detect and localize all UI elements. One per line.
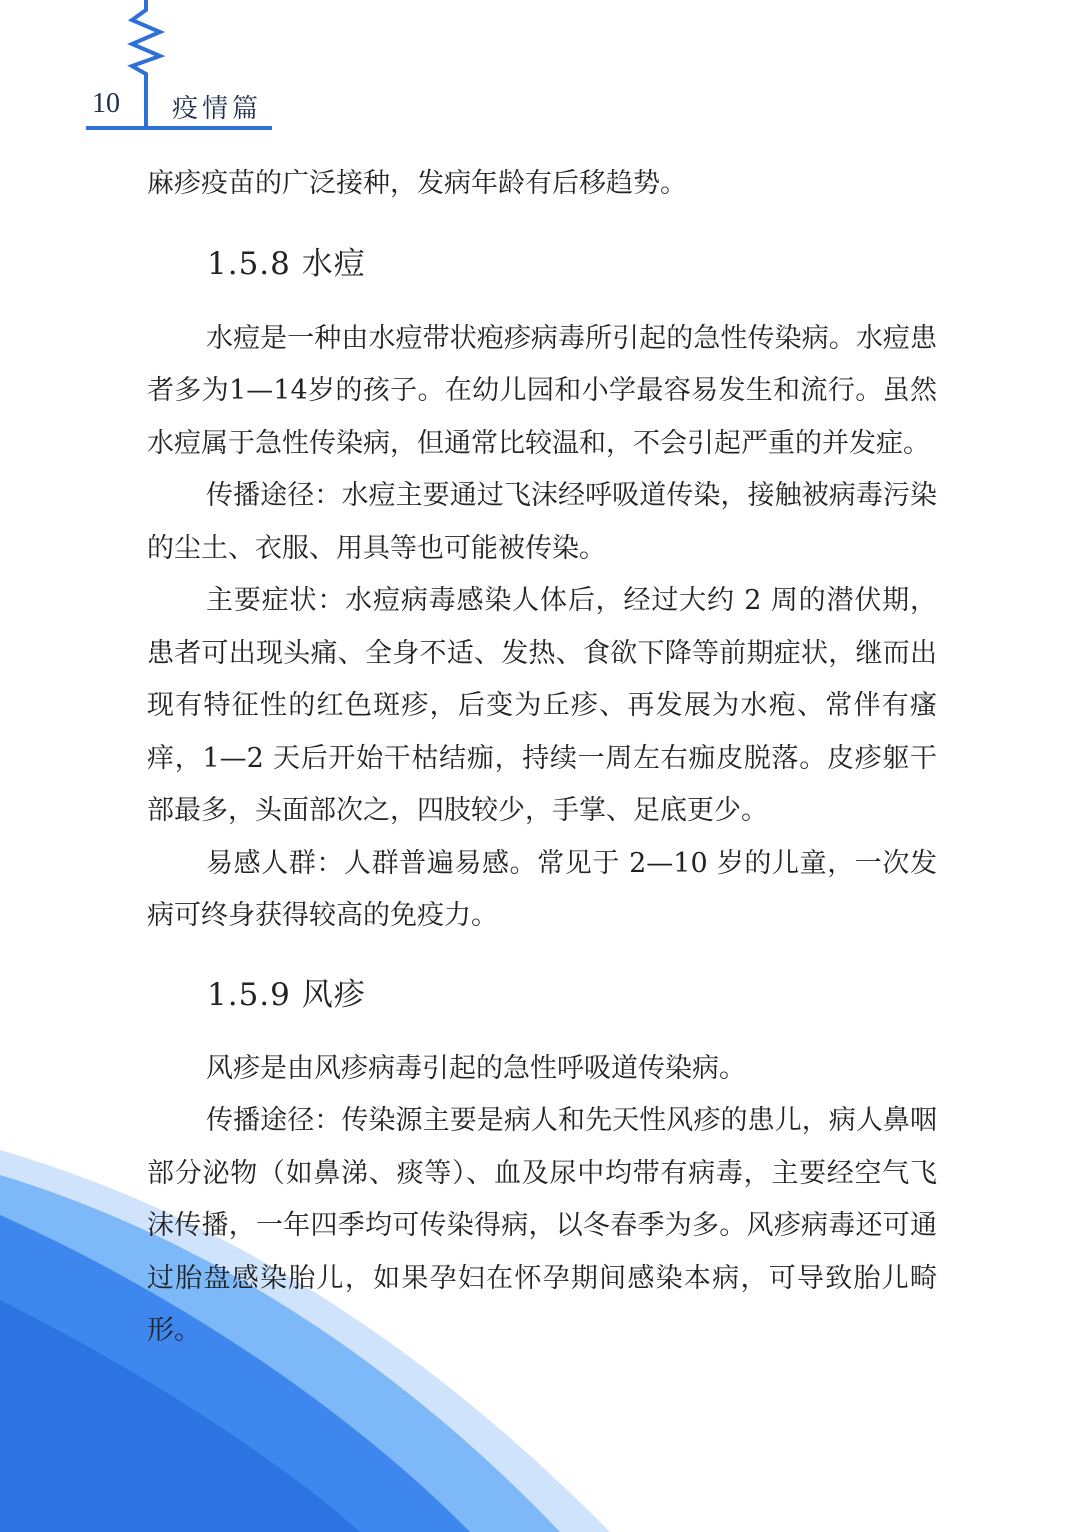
continued-paragraph: 麻疹疫苗的广泛接种，发病年龄有后移趋势。 [147,168,687,199]
header-zigzag-line [132,0,160,128]
main-content [147,158,937,1358]
section-heading-rubella: 1.5.9 风疹 [207,976,366,1013]
paragraph: 传播途径：水痘主要通过飞沫经呼吸道传染，接触被病毒污染的尘土、衣服、用具等也可能被传染。 [147,480,937,564]
chapter-title: 疫情篇 [172,94,263,124]
paragraph: 水痘是一种由水痘带状疱疹病毒所引起的急性传染病。水痘患者多为1—14岁的孩子。在幼儿园和小学最容易发生和流行。虽然水痘属于急性传染病，但通常比较温和，不会引起严重的并发症。 [147,322,937,459]
paragraph: 易感人群：人群普遍易感。常见于 2—10 岁的儿童，一次发病可终身获得较高的免疫力。 [147,847,937,931]
paragraph: 主要症状：水痘病毒感染人体后，经过大约 2 周的潜伏期，患者可出现头痛、全身不适、发热、食欲下降等前期症状，继而出现有特征性的红色斑疹，后变为丘疹、再发展为水疱、常伴有瘙痒，1—2 天后开始干枯结痂，持续一周左右痂皮脱落。皮疹躯干部最多，头面部次之，四肢较少，手掌、足底更少。 [147,585,937,826]
paragraph: 传播途径：传染源主要是病人和先天性风疹的患儿，病人鼻咽部分泌物（如鼻涕、痰等）、血及尿中均带有病毒，主要经空气飞沫传播，一年四季均可传染得病，以冬春季为多。风疹病毒还可通过胎盘感染胎儿，如果孕妇在怀孕期间感染本病，可导致胎儿畸形。 [147,1105,937,1346]
paragraph: 风疹是由风疹病毒引起的急性呼吸道传染病。 [206,1052,746,1084]
section-heading-chickenpox: 1.5.8 水痘 [207,245,366,282]
page-number: 10 [92,88,120,119]
